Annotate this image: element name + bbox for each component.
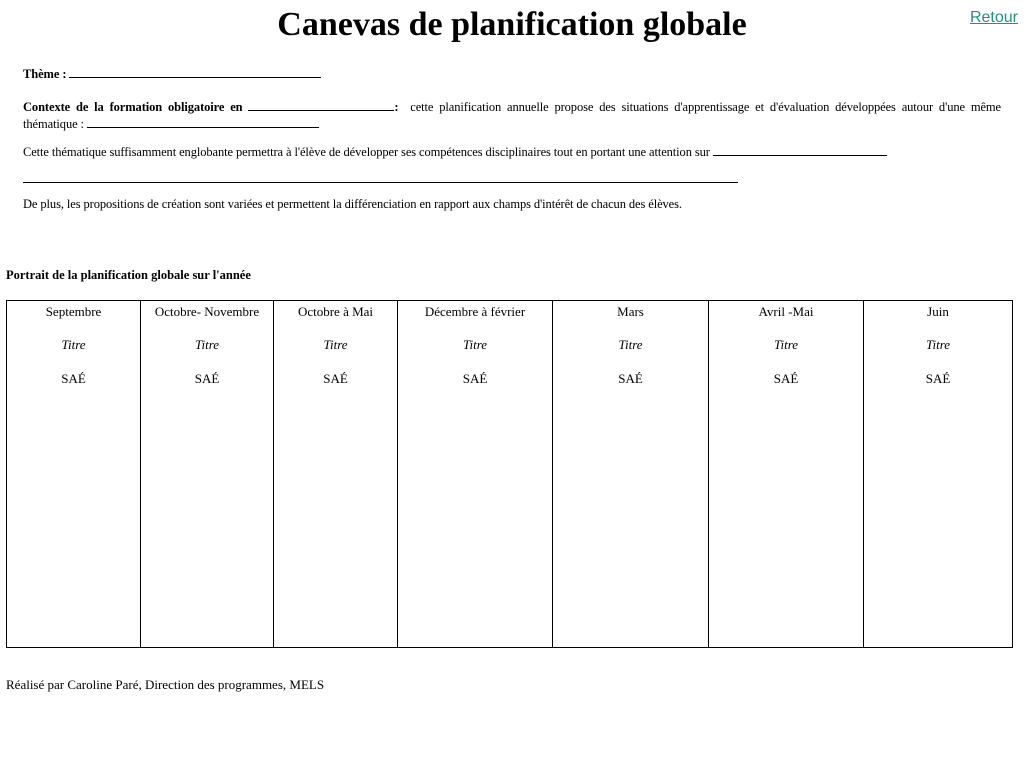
context-text: cette planification annuelle propose des situations d'apprentissage et d'évaluation développées autour d'une même thématique : [23,100,1001,131]
theme-line [23,66,1001,83]
titre-field: Titre [773,337,799,352]
column-juin [864,301,1013,648]
titre-field: Titre [925,337,951,352]
column-mars [553,301,709,648]
column-octobre-a-mai [274,301,398,648]
sae-field: SAÉ [194,371,220,386]
column-octobre-novembre [141,301,274,648]
titre-field: Titre [194,337,220,352]
titre-field: Titre [618,337,643,352]
column-avril-mai [709,301,864,648]
portrait-title: Portrait de la planification globale sur l'année [6,268,251,282]
month-header: Avril -Mai [758,304,814,319]
month-header: Mars [617,304,644,319]
back-link[interactable]: Retour [969,9,1018,26]
context-blank [248,99,394,111]
column-septembre [7,301,141,648]
month-header: Octobre- Novembre [154,304,260,319]
sae-field: SAÉ [462,371,488,386]
titre-field: Titre [462,337,488,352]
month-header: Juin [927,304,949,319]
thematic-text: Cette thématique suffisamment englobante permettra à l'élève de développer ses compétences disciplinaires tout en portant une attention sur [23,145,710,159]
context-paragraph [23,99,1001,133]
theme-label: Thème : [23,67,67,81]
sae-field: SAÉ [61,371,86,386]
sae-field: SAÉ [773,371,799,386]
planning-table [6,300,1013,648]
sae-field: SAÉ [323,371,348,386]
month-header: Décembre à février [424,304,526,319]
attention-blank [713,144,887,156]
titre-field: Titre [61,337,86,352]
differentiation-paragraph: De plus, les propositions de création sont variées et permettent la différenciation en rapport aux champs d'intérêt de chacun des élèves. [23,197,682,211]
footer-credit: Réalisé par Caroline Paré, Direction des programmes, MELS [6,677,325,692]
thematic-paragraph [23,144,1001,161]
theme-blank [69,66,321,78]
page-title: Canevas de planification globale [277,6,747,43]
month-header: Septembre [45,304,102,319]
month-header: Octobre à Mai [297,304,374,319]
column-decembre-a-fevrier [398,301,553,648]
thematic-blank [87,116,319,128]
attention-blank-line [23,182,738,183]
context-label: Contexte de la formation obligatoire en [23,100,243,114]
sae-field: SAÉ [618,371,643,386]
context-colon: : [394,100,399,114]
sae-field: SAÉ [925,371,951,386]
table-row [7,301,1013,648]
titre-field: Titre [323,337,348,352]
